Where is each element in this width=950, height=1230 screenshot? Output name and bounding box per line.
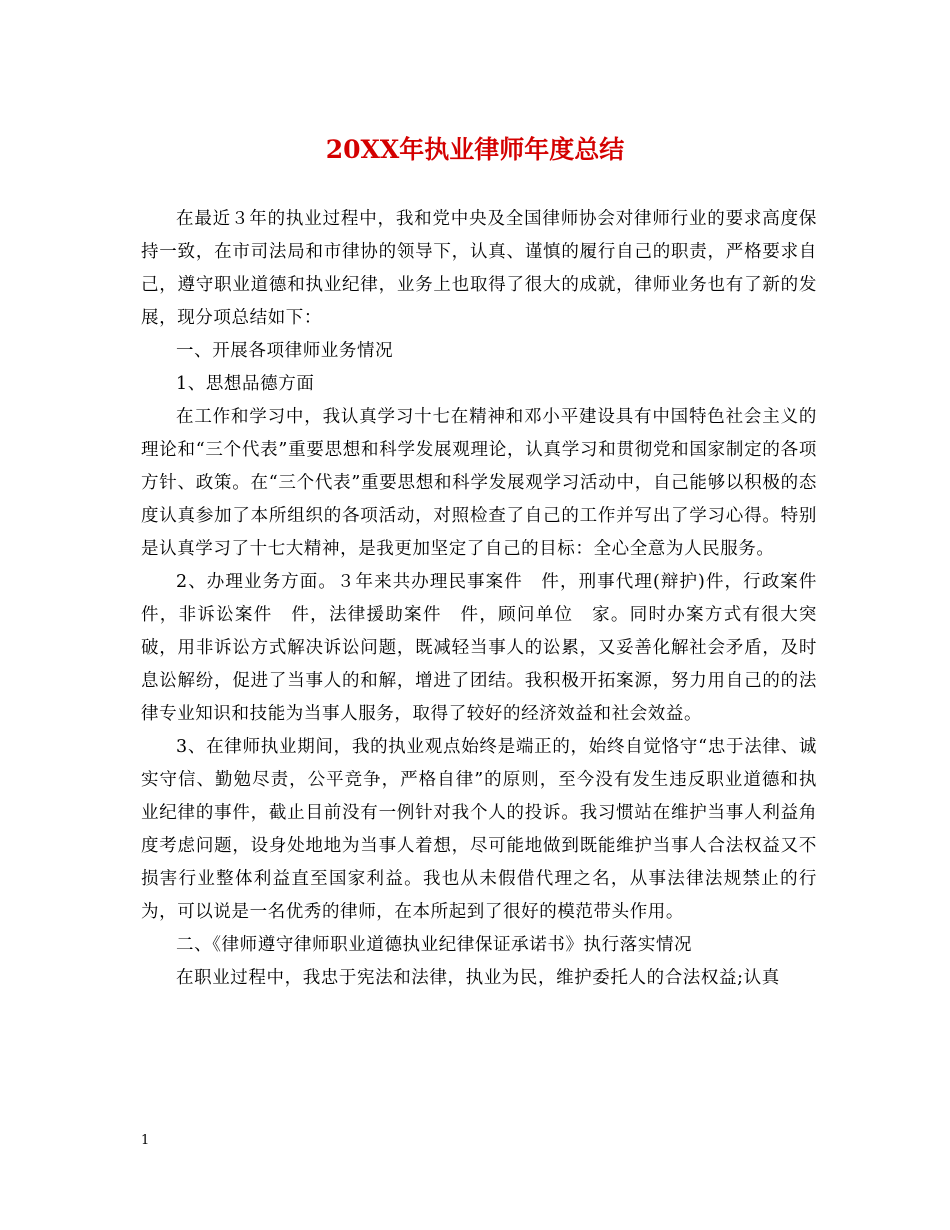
- document-title: 20XX年执业律师年度总结: [325, 135, 625, 164]
- paragraph-ideology: 在工作和学习中，我认真学习十七在精神和邓小平建设具有中国特色社会主义的理论和“三个代表”重要思想和科学发展观理论，认真学习和贯彻党和国家制定的各项方针、政策。在“三个代表”重要思想和科学发展观学习活动中，自己能够以积极的态度认真参加了本所组织的各项活动，对照检查了自己的工作并写出了学习心得。特别是认真学习了十七大精神，是我更加坚定了自己的目标：全心全意为人民服务。: [141, 407, 817, 559]
- document-body: [141, 203, 817, 995]
- heading-subsection-1: 1、思想品德方面: [176, 374, 315, 394]
- page-number: 1: [141, 1133, 150, 1148]
- paragraph-conduct: 3、在律师执业期间，我的执业观点始终是端正的，始终自觉恪守“忠于法律、诚实守信、勤勉尽责，公平竞争，严格自律”的原则，至今没有发生违反职业道德和执业纪律的事件，截止目前没有一例针对我个人的投诉。我习惯站在维护当事人利益角度考虑问题，设身处地地为当事人着想，尽可能地做到既能维护当事人合法权益又不损害行业整体利益直至国家利益。我也从未假借代理之名，从事法律法规禁止的行为，可以说是一名优秀的律师，在本所起到了很好的模范带头作用。: [141, 737, 817, 922]
- heading-section-1: 一、开展各项律师业务情况: [176, 341, 394, 361]
- paragraph-intro: 在最近３年的执业过程中，我和党中央及全国律师协会对律师行业的要求高度保持一致，在市司法局和市律协的领导下，认真、谨慎的履行自己的职责，严格要求自己，遵守职业道德和执业纪律，业务上也取得了很大的成就，律师业务也有了新的发展，现分项总结如下：: [141, 209, 817, 328]
- heading-section-2: 二、《律师遵守律师职业道德执业纪律保证承诺书》执行落实情况: [176, 935, 693, 955]
- paragraph-business: 2、办理业务方面。３年来共办理民事案件 件，刑事代理(辩护)件，行政案件件，非诉讼案件 件，法律援助案件 件，顾问单位 家。同时办案方式有很大突破，用非诉讼方式解决诉讼问题，既减轻当事人的讼累，又妥善化解社会矛盾，及时息讼解纷，促进了当事人的和解，增进了团结。我积极开拓案源，努力用自己的的法律专业知识和技能为当事人服务，取得了较好的经济效益和社会效益。: [141, 572, 817, 724]
- paragraph-commitment: 在职业过程中，我忠于宪法和法律，执业为民，维护委托人的合法权益;认真: [176, 968, 780, 988]
